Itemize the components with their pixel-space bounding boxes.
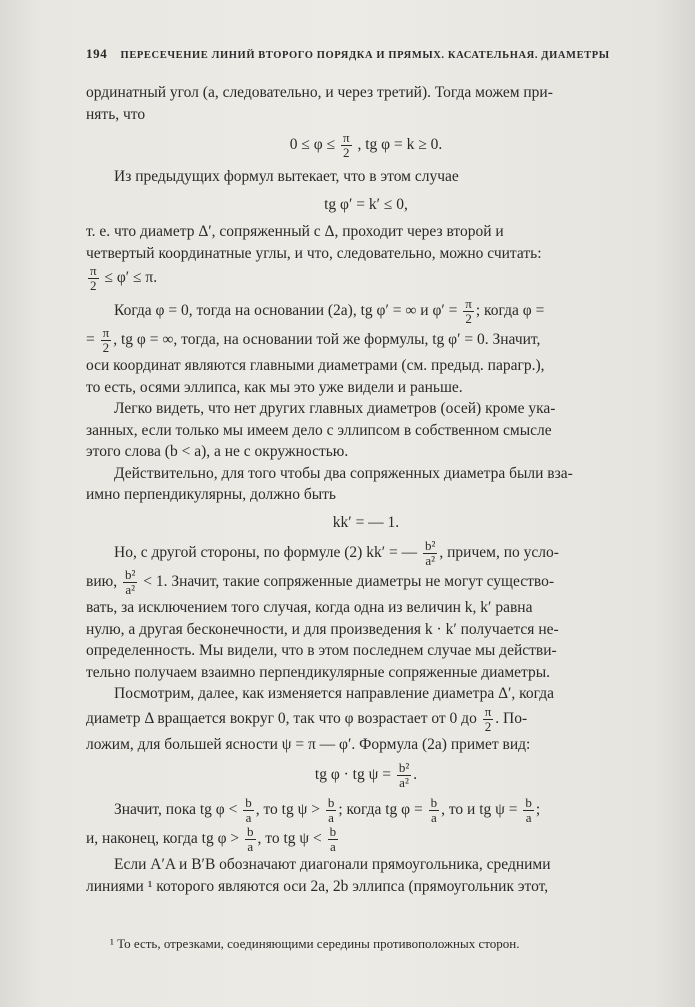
text-part: ;: [535, 801, 541, 819]
denominator: 2: [484, 718, 492, 734]
denominator: a: [247, 839, 254, 854]
text-line: Если A′A и B′B обозначают диагонали прямоугольника, средними: [114, 856, 551, 873]
text-part: Но, с другой стороны, по формуле (2) kk′ = —: [114, 544, 418, 562]
running-header: [86, 46, 646, 62]
numerator: b: [247, 825, 254, 839]
numerator: b²: [424, 539, 436, 553]
text-line: тельно получаем взаимно перпендикулярные сопряженные диаметры.: [86, 663, 551, 681]
text-line: [86, 705, 646, 734]
text-part: , tg φ = ∞, тогда, на основании той же формулы, tg φ′ = 0. Значит,: [113, 331, 541, 349]
text-line: [86, 264, 646, 293]
text-line: т. е. что диаметр Δ′, сопряженный с Δ, проходит через второй и: [86, 223, 504, 240]
text-line: Легко видеть, что нет других главных диаметров (осей) кроме ука-: [114, 400, 556, 417]
fraction: [245, 825, 256, 854]
text-line: определенность. Мы видели, что в этом последнем случае мы действи-: [86, 642, 557, 659]
denominator: 2: [90, 278, 97, 293]
formula: tg φ · tg ψ = $\frac{\text{b²}}{\text{a²}}$ .: [314, 760, 418, 790]
numerator: b²: [398, 760, 410, 775]
text-line: оси координат являются главными диаметрами (см. предыд. парагр.),: [86, 357, 545, 374]
denominator: a²: [399, 775, 409, 790]
denominator: a: [245, 810, 252, 825]
numerator: b: [525, 796, 532, 810]
footnote: [110, 936, 650, 952]
text-part: ; когда φ =: [475, 302, 545, 320]
numerator: b: [329, 825, 337, 839]
denominator: 2: [465, 311, 472, 326]
text-part: ; когда tg φ =: [338, 801, 423, 819]
text-part: Когда φ = 0, тогда на основании (2а), tg φ′ = ∞ и φ′ =: [114, 302, 458, 320]
fraction: [463, 297, 474, 326]
text-line: четвертый координатные углы, и что, следовательно, можно считать:: [86, 244, 542, 262]
fraction: [243, 796, 254, 825]
denominator: a: [329, 839, 336, 854]
text-part: , то tg ψ >: [255, 801, 320, 819]
text-part: , причем, по усло-: [439, 544, 559, 562]
page-body: [86, 82, 646, 897]
fraction: [328, 825, 339, 854]
numerator: b: [245, 796, 252, 810]
numerator: b²: [124, 568, 136, 582]
text-line: имно перпендикулярны, должно быть: [86, 486, 336, 503]
formula: [86, 131, 646, 160]
denominator: a: [328, 810, 334, 825]
denominator: 2: [343, 145, 350, 160]
footnote-marker: ¹: [110, 936, 114, 951]
text-line: [86, 539, 646, 568]
formula: kk′ = — 1.: [332, 513, 400, 531]
numerator: π: [102, 326, 110, 340]
numerator: π: [484, 704, 492, 719]
formula: tg φ′ = k′ ≤ 0,: [324, 195, 408, 213]
denominator: 2: [102, 340, 110, 355]
numerator: b: [430, 796, 438, 810]
text-line: Посмотрим, далее, как изменяется направление диаметра Δ′, когда: [114, 685, 555, 702]
text-line: [86, 825, 646, 854]
denominator: a: [525, 810, 532, 825]
fraction: [88, 264, 99, 293]
text-line: занных, если только мы имеем дело с эллипсом в собственном смысле: [86, 421, 552, 439]
fraction: [429, 796, 440, 825]
numerator: π: [90, 264, 97, 278]
numerator: π: [343, 130, 350, 145]
numerator: b: [327, 796, 335, 810]
text-line: ложим, для большей ясности ψ = π — φ′. Формула (2а) примет вид:: [86, 735, 531, 753]
fraction: [423, 539, 437, 568]
text-line: ординатный угол (а, следовательно, и через третий). Тогда можем при-: [86, 84, 553, 101]
running-title: ПЕРЕСЕЧЕНИЕ ЛИНИЙ ВТОРОГО ПОРЯДКА И ПРЯМЫХ. КАСАТЕЛЬНАЯ. ДИАМЕТРЫ: [120, 50, 610, 61]
text-line: нять, что: [86, 105, 146, 123]
text-part: =: [86, 331, 95, 349]
numerator: π: [465, 297, 472, 311]
text-line: Из предыдущих формул вытекает, что в этом случае: [114, 168, 459, 185]
text-line: [86, 297, 646, 326]
denominator: a²: [125, 582, 135, 597]
fraction: [483, 705, 494, 734]
text-part: вию,: [86, 573, 118, 591]
fraction: [101, 326, 112, 355]
denominator: a: [430, 810, 437, 825]
formula-part: tg φ · tg ψ =: [314, 766, 391, 784]
formula-part: ≤ φ′ ≤ π.: [104, 269, 158, 287]
denominator: a²: [425, 553, 436, 568]
text-line: этого слова (b < a), а не с окружностью.: [86, 443, 349, 460]
text-part: . По-: [495, 709, 528, 727]
text-part: < 1. Значит, такие сопряженные диаметры не могут существо-: [143, 573, 555, 591]
fraction: [397, 761, 411, 790]
fraction: [341, 131, 352, 160]
formula-part: , tg φ = k ≥ 0.: [357, 136, 443, 154]
text-line: нулю, а другая бесконечности, и для произведения k · k′ получается не-: [86, 620, 559, 638]
footnote-text: То есть, отрезками, соединяющими середины противоположных сторон.: [117, 936, 520, 951]
text-line: вать, за исключением того случая, когда одна из величин k, k′ равна: [86, 599, 533, 616]
page-number: 194: [86, 46, 108, 61]
text-part: , то и tg ψ =: [441, 801, 518, 819]
text-line: то есть, осями эллипса, как мы это уже видели и раньше.: [86, 378, 463, 396]
fraction: [523, 796, 534, 825]
text-part: диаметр Δ вращается вокруг 0, так что φ возрастает от 0 до: [86, 709, 477, 727]
text-line: Действительно, для того чтобы два сопряженных диаметра были вза-: [114, 464, 573, 482]
text-line: [86, 568, 646, 597]
fraction: [123, 568, 137, 597]
text-line: [86, 796, 646, 825]
text-part: , то tg ψ <: [257, 830, 322, 848]
text-part: Значит, пока tg φ <: [114, 801, 238, 819]
text-part: и, наконец, когда tg φ >: [86, 830, 240, 848]
formula-part: 0 ≤ φ ≤: [289, 136, 336, 154]
text-line: [86, 326, 646, 355]
text-line: линиями ¹ которого являются оси 2a, 2b эллипса (прямоугольник этот,: [86, 877, 549, 895]
fraction: [326, 796, 337, 825]
